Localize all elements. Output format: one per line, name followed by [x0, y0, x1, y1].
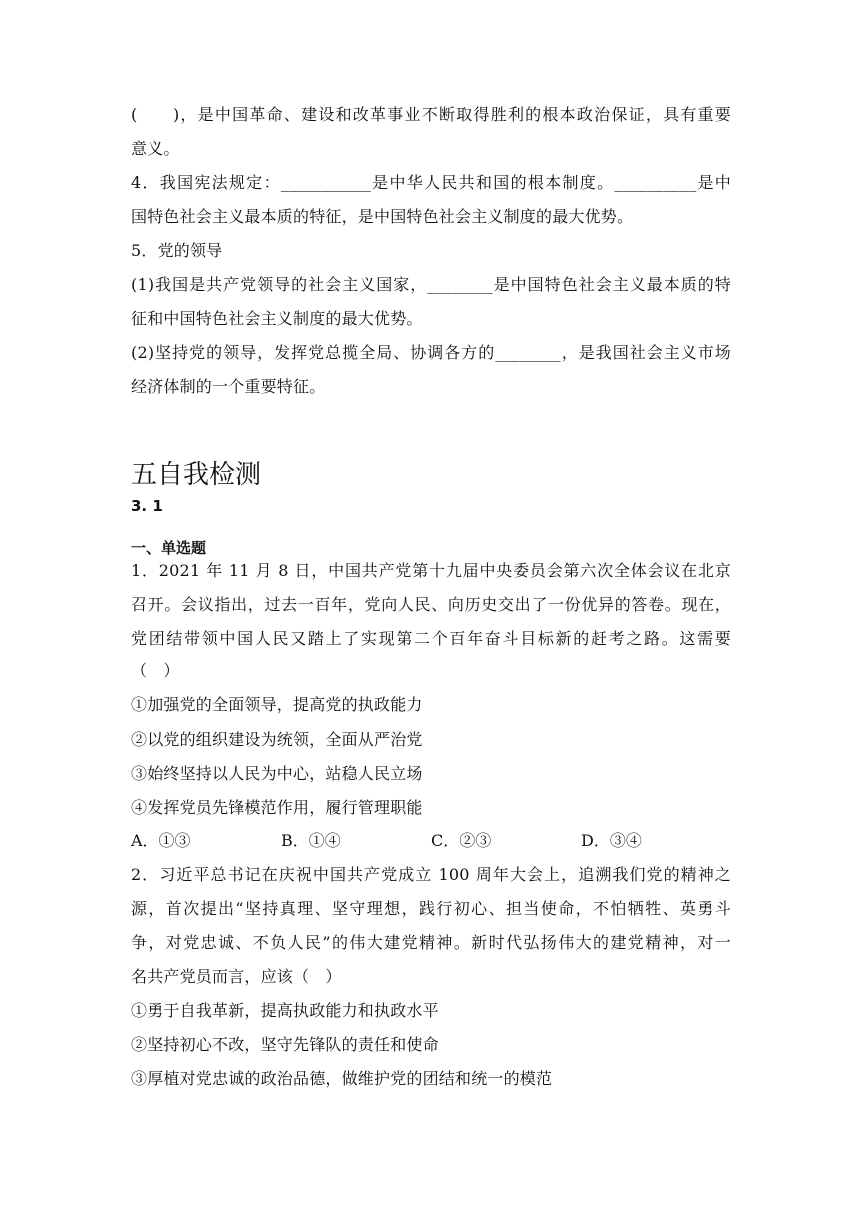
text-line: 5．党的领导 — [131, 241, 223, 260]
choice-d[interactable]: D．③④ — [581, 831, 642, 850]
question-1-item: ②以党的组织建设为统领，全面从严治党 — [131, 730, 423, 749]
question-2-item: ③厚植对党忠诚的政治品德，做维护党的团结和统一的模范 — [131, 1069, 553, 1088]
section-heading: 五自我检测 — [131, 460, 262, 490]
question-1-item: ①加强党的全面领导，提高党的执政能力 — [131, 695, 423, 714]
question-2-line: 争，对党忠诚、不负人民”的伟大建党精神。新时代弘扬伟大的建党精神，对一 — [131, 933, 731, 952]
text-line: 征和中国特色社会主义制度的最大优势。 — [131, 309, 423, 328]
choice-a[interactable]: A．①③ — [131, 831, 191, 850]
question-2-line: 名共产党员而言，应该（ ） — [131, 967, 342, 986]
question-1-item: ④发挥党员先锋模范作用，履行管理职能 — [131, 798, 423, 817]
text-line: 国特色社会主义最本质的特征，是中国特色社会主义制度的最大优势。 — [131, 207, 634, 226]
question-type-title: 一、单选题 — [131, 539, 207, 557]
question-2-line: 源，首次提出“坚持真理、坚守理想，践行初心、担当使命，不怕牺牲、英勇斗 — [131, 899, 731, 918]
text-line: (2)坚持党的领导，发挥党总揽全局、协调各方的________，是我国社会主义市场 — [131, 343, 731, 362]
question-1-line: 召开。会议指出，过去一百年，党向人民、向历史交出了一份优异的答卷。现在， — [131, 595, 731, 614]
choice-b[interactable]: B．①④ — [281, 831, 341, 850]
text-line: ( )，是中国革命、建设和改革事业不断取得胜利的根本政治保证，具有重要 — [131, 105, 731, 124]
question-1-line: （ ） — [131, 661, 180, 680]
text-line: 意义。 — [131, 139, 180, 158]
text-line: 4．我国宪法规定：___________是中华人民共和国的根本制度。__________是中 — [131, 173, 731, 192]
question-2-line: 2．习近平总书记在庆祝中国共产党成立 100 周年大会上，追溯我们党的精神之 — [131, 865, 731, 884]
choice-c[interactable]: C．②③ — [431, 831, 492, 850]
section-subheading: 3. 1 — [131, 497, 163, 515]
question-1-line: 党团结带领中国人民又踏上了实现第二个百年奋斗目标新的赶考之路。这需要 — [131, 629, 731, 648]
question-1-item: ③始终坚持以人民为中心，站稳人民立场 — [131, 764, 423, 783]
text-line: 经济体制的一个重要特征。 — [131, 377, 326, 396]
question-2-item: ②坚持初心不改，坚守先锋队的责任和使命 — [131, 1035, 439, 1054]
question-1-line: 1．2021 年 11 月 8 日，中国共产党第十九届中央委员会第六次全体会议在北京 — [131, 561, 731, 580]
text-line: (1)我国是共产党领导的社会主义国家，________是中国特色社会主义最本质的特 — [131, 275, 731, 294]
question-2-item: ①勇于自我革新，提高执政能力和执政水平 — [131, 1001, 439, 1020]
